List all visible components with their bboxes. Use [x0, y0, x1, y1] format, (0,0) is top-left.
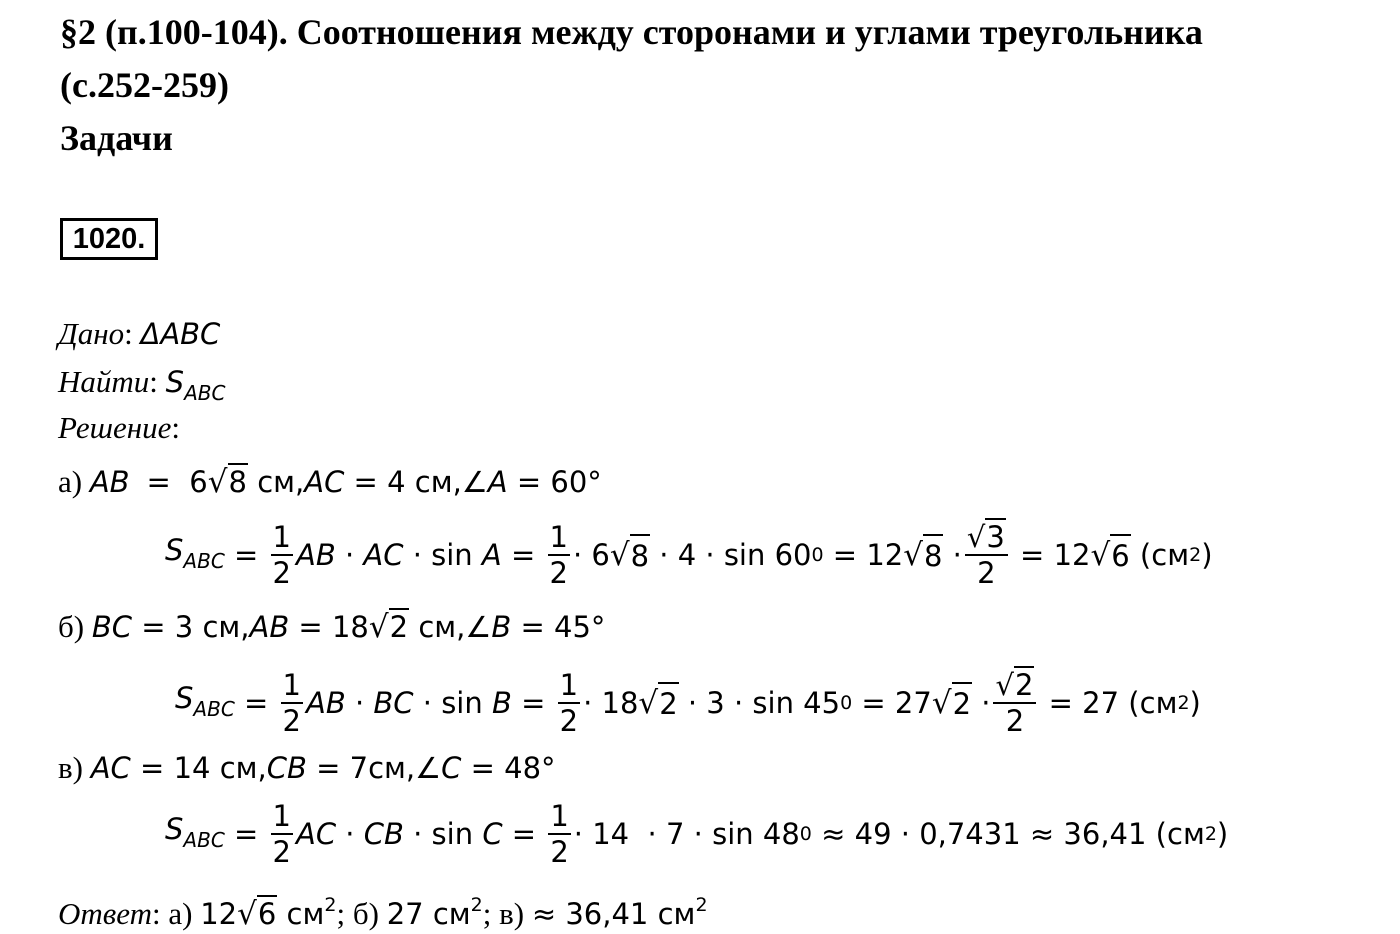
- find-area: $S_{ABC}$: [165, 365, 226, 405]
- solution-label-line: Решение:: [58, 410, 180, 445]
- given-line: Дано: ΔABC: [58, 316, 221, 351]
- part-b-marker: б): [58, 609, 85, 644]
- part-c-given: в) AC = 14 см,CB = 7см,∠C = 48°: [58, 750, 556, 785]
- part-c-formula: $S_{ABC}$ = $\frac{1}{2}$ AC · CB · sin C = $\frac{1}{2}$ · 14 · 7 · sin 48 0 ≈ 49 · 0,7431 ≈ 36,41 ( см 2 ): [165, 799, 1229, 869]
- part-c-marker: в): [58, 750, 83, 785]
- problem-number: 1020.: [60, 218, 158, 260]
- given-label: Дано: [58, 316, 125, 351]
- part-b-formula: $S_{ABC}$ = $\frac{1}{2}$ AB · BC · sin B = $\frac{1}{2}$ · 18 √ 2 · 3 · sin 45 0 = 27 √ 2 · $\frac{√2}{2}$ = 27 ( см 2 ): [175, 668, 1201, 738]
- answer-a: 12: [200, 897, 238, 931]
- find-line: Найти: $S_{ABC}$: [58, 364, 226, 405]
- section-pages: (с.252-259): [60, 65, 229, 105]
- part-b-given: б) BC = 3 см,AB = 18√2 см,∠B = 45°: [58, 609, 606, 645]
- answer-c: 36,41: [565, 897, 649, 931]
- section-subtitle: Задачи: [60, 118, 173, 158]
- section-title: §2 (п.100-104). Соотношения между сторонами и углами треугольника: [60, 12, 1203, 52]
- part-a-formula: $S_{ABC}$ = $\frac{1}{2}$ AB · AC · sin A = $\frac{1}{2}$ · 6 √ 8 · 4 · sin 60 0 = 12 √ 8 · $\frac{√3}{2}$ = 12 √ 6 ( см 2 ): [165, 520, 1213, 590]
- given-triangle: ΔABC: [140, 317, 221, 351]
- part-a-marker: а): [58, 464, 83, 499]
- solution-label: Решение: [58, 410, 172, 445]
- find-label: Найти: [58, 364, 150, 399]
- answer-b: 27: [386, 897, 424, 931]
- answer-line: Ответ: а) 12√6 $см^2$; б) 27 $см^2$; в) ≈ 36,41 $см^2$: [58, 894, 708, 932]
- half-fraction: $\frac{1}{2}$: [272, 520, 291, 590]
- answer-label: Ответ: [58, 896, 152, 931]
- part-a-given: а) AB = 6√8 см,AC = 4 см,∠A = 60°: [58, 464, 602, 500]
